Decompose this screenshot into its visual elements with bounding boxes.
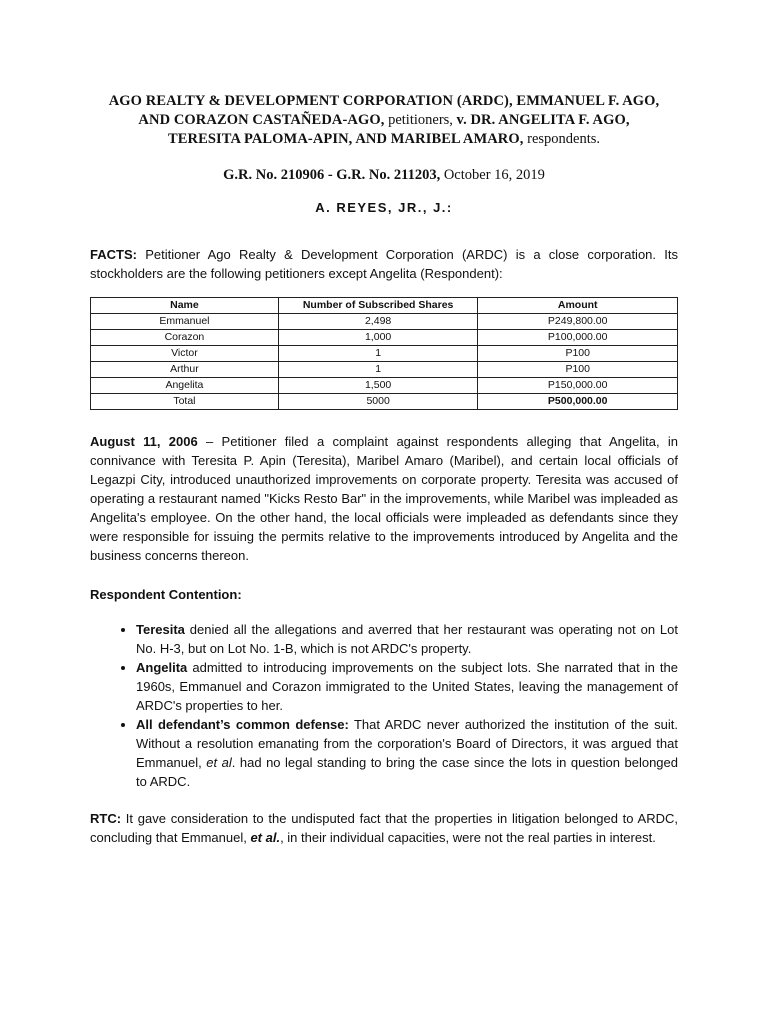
cell-name: Corazon [91,330,279,346]
contentions-list [90,620,678,791]
facts-label: FACTS: [90,247,137,262]
parties-line-2b: DR. ANGELITA F. AGO, [470,112,630,128]
cell-amount: P100 [478,346,678,362]
table-row [91,378,678,394]
contention-text: denied all the allegations and averred that her restaurant was operating not on Lot No. H-3, but on Lot No. 1-B, which is not ARDC's property. [136,622,678,656]
case-title-line-3 [90,130,678,149]
table-row [91,330,678,346]
et-al-italic: et al. [250,830,281,845]
column-header-shares: Number of Subscribed Shares [278,298,478,314]
table-row [91,314,678,330]
table-row [91,346,678,362]
cell-shares: 1,500 [278,378,478,394]
parties-line-3: TERESITA PALOMA-APIN, AND MARIBEL AMARO, [167,131,524,147]
cell-amount: P500,000.00 [478,394,678,410]
list-item [136,658,678,715]
ponente: A. REYES, JR., J.: [315,200,453,215]
table-header-row [91,298,678,314]
et-al-italic: et al [206,755,232,770]
cell-name: Total [91,394,279,410]
complaint-text: – Petitioner filed a complaint against respondents alleging that Angelita, in connivance with Teresita P. Apin (Teresita), Maribel Amaro (Maribel), and certain local officials of Legazpi City, introduced unauthorized improvements on corporate property. Teresita was accused of operating a restaurant named "Kicks Resto Bar" in the improvements, while Maribel was impleaded as Angelita's employee. On the other hand, the local officials were impleaded as defendants since they were responsible for issuing the permits relative to the improvements introduced by Angelita and the business concerns thereon. [90,434,678,563]
decision-date: October 16, 2019 [443,167,545,183]
contention-text-end: . had no legal standing to bring the case since the lots in question belonged to ARDC. [136,755,678,789]
respondent-contention-heading: Respondent Contention: [90,587,242,602]
cell-shares: 1,000 [278,330,478,346]
contention-lead: Teresita [136,622,185,637]
cell-shares: 2,498 [278,314,478,330]
complaint-paragraph [90,432,678,565]
table-total-row [91,394,678,410]
case-title [90,92,678,149]
rtc-label: RTC: [90,811,122,826]
complaint-date: August 11, 2006 [90,434,198,449]
cell-name: Victor [91,346,279,362]
cell-shares: 1 [278,362,478,378]
cell-name: Angelita [91,378,279,394]
cell-amount: P249,800.00 [478,314,678,330]
case-title-line-1 [90,92,678,111]
table-row [91,362,678,378]
facts-text: Petitioner Ago Realty & Development Corporation (ARDC) is a close corporation. Its stockholders are the following petitioners except Angelita (Respondent): [90,247,678,281]
cell-shares: 1 [278,346,478,362]
petitioners-label: petitioners, [388,112,453,128]
contention-text: That ARDC never authorized the institution of the suit. Without a resolution emanating from the corporation's Board of Directors, it was argued that Emmanuel, [136,717,678,770]
document-page [90,92,678,847]
facts-paragraph [90,245,678,283]
contention-lead: All defendant’s common defense: [136,717,349,732]
rtc-text: It gave consideration to the undisputed fact that the properties in litigation belonged to ARDC, concluding that Emmanuel, [90,811,678,845]
cell-name: Emmanuel [91,314,279,330]
rtc-text-end: , in their individual capacities, were not the real parties in interest. [280,830,656,845]
list-item [136,620,678,658]
cell-amount: P150,000.00 [478,378,678,394]
contention-lead: Angelita [136,660,188,675]
cell-amount: P100,000.00 [478,330,678,346]
column-header-name: Name [91,298,279,314]
case-title-line-2 [90,111,678,130]
gr-numbers: G.R. No. 210906 - G.R. No. 211203, [223,167,441,183]
versus-label: v. [456,112,467,128]
stockholders-table [90,297,678,410]
parties-line-2a: AND CORAZON CASTAÑEDA-AGO, [138,112,385,128]
cell-amount: P100 [478,362,678,378]
list-item [136,715,678,791]
respondents-label: respondents. [527,131,601,147]
contention-text: admitted to introducing improvements on the subject lots. She narrated that in the 1960s, Emmanuel and Corazon immigrated to the United States, leaving the management of ARDC's properties to her. [136,660,678,713]
cell-shares: 5000 [278,394,478,410]
parties-line-1: AGO REALTY & DEVELOPMENT CORPORATION (ARDC), EMMANUEL F. AGO, [108,93,660,109]
rtc-paragraph [90,809,678,847]
cell-name: Arthur [91,362,279,378]
gr-number-line [90,167,678,184]
column-header-amount: Amount [478,298,678,314]
